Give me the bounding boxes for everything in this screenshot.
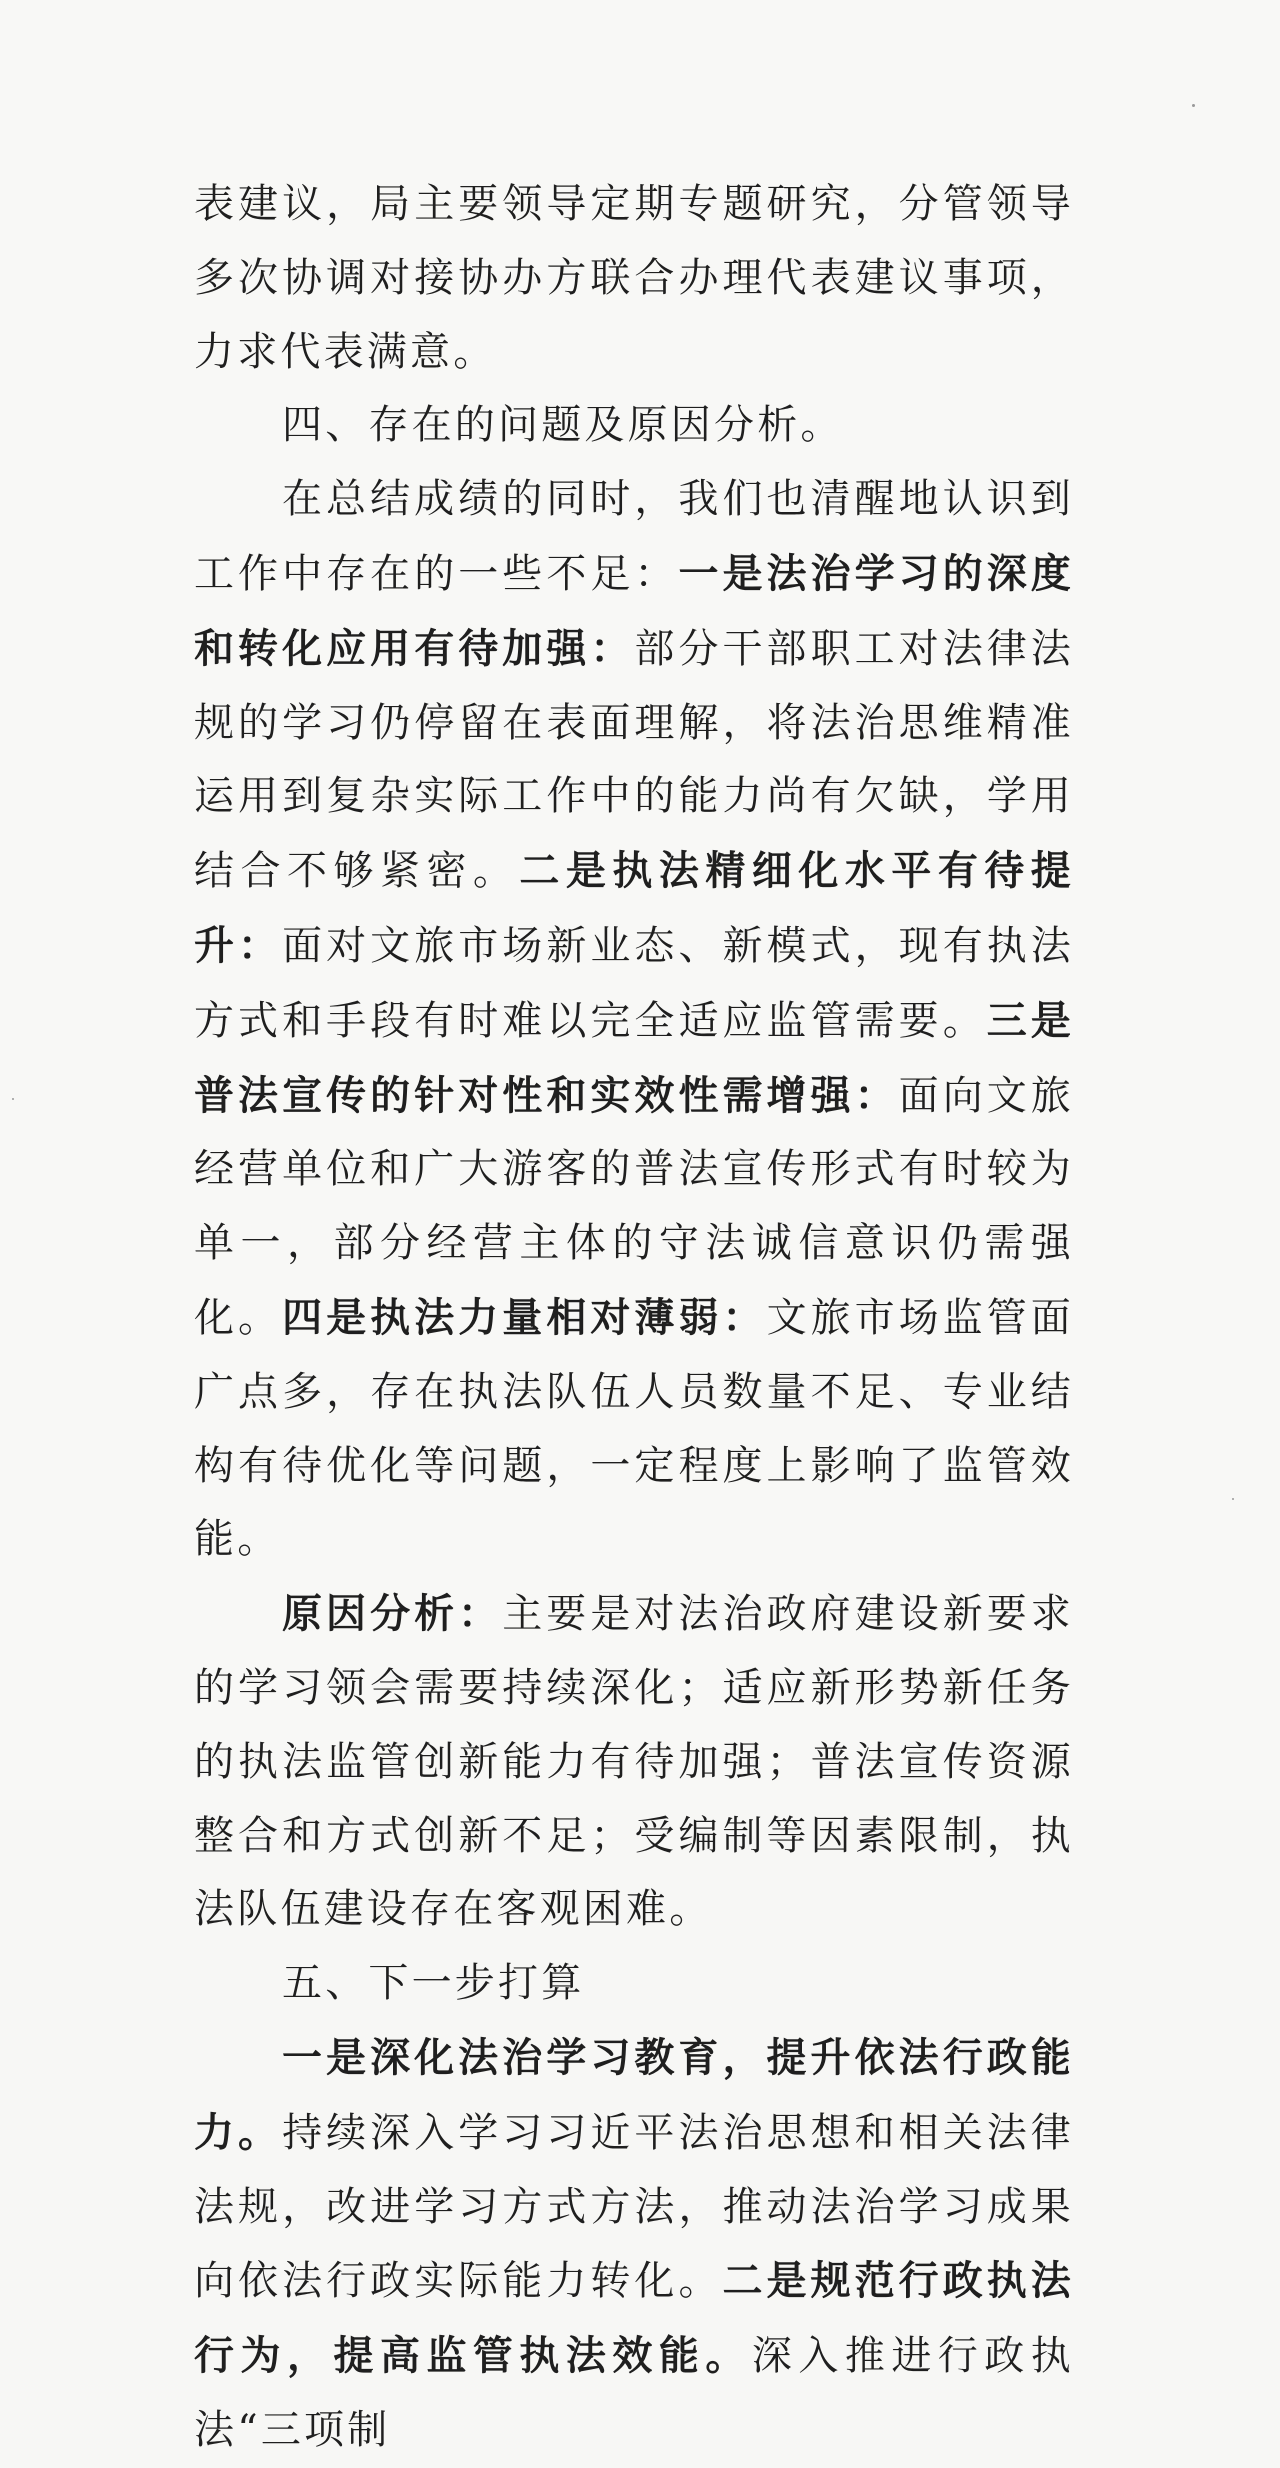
paragraph-next-steps — [194, 2021, 1074, 2468]
next-step-2-heading: 二是规范行政执法行为，提高监管执法效能。 — [194, 2257, 1074, 2380]
paragraph-cause-analysis — [194, 1577, 1074, 1947]
problem-1-heading: 一是法治学习的深度和转化应用有待加强： — [194, 549, 1074, 672]
problem-4-heading: 四是执法力量相对薄弱： — [282, 1293, 767, 1341]
scan-speck — [12, 1098, 14, 1100]
problems-intro: 在总结成绩的同时，我们也清醒地认识到工作中存在的一些不足： — [194, 476, 1074, 597]
scan-speck — [1192, 104, 1195, 107]
cause-analysis-text: 主要是对法治政府建设新要求的学习领会需要持续深化；适应新形势新任务的执法监管创新能力有待加强；普法宣传资源整合和方式创新不足；受编制等因素限制，执法队伍建设存在客观困难。 — [194, 1591, 1074, 1933]
problem-2-text: 面对文旅市场新业态、新模式，现有执法方式和手段有时难以完全适应监管需要。 — [194, 922, 1074, 1044]
problem-2-heading: 二是执法精细化水平有待提升： — [194, 847, 1074, 969]
section-heading-5: 五、下一步打算 — [282, 1960, 585, 2007]
problem-1-text: 部分干部职工对法律法规的学习仍停留在表面理解，将法治思维精准运用到复杂实际工作中的能力尚有欠缺，学用结合不够紧密。 — [194, 625, 1075, 895]
scan-speck — [1232, 1498, 1234, 1500]
section-heading-4: 四、存在的问题及原因分析。 — [282, 402, 844, 449]
next-step-1-text: 持续深入学习习近平法治思想和相关法律法规，改进学习方式方法，推动法治学习成果向依法行政实际能力转化。 — [194, 2109, 1074, 2305]
next-step-2-text: 深入推进行政执法“三项制 — [194, 2333, 1074, 2453]
problem-3-text: 面向文旅经营单位和广大游客的普法宣传形式有时较为单一，部分经营主体的守法诚信意识仍需强化。 — [194, 1072, 1074, 1341]
next-step-1-heading: 一是深化法治学习教育，提升依法行政能力。 — [194, 2033, 1074, 2156]
problem-4-text: 文旅市场监管面广点多，存在执法队伍人员数量不足、专业结构有待优化等问题，一定程度上影响了监管效能。 — [194, 1294, 1075, 1563]
cause-analysis-heading: 原因分析： — [282, 1590, 503, 1638]
paragraph-problems — [194, 463, 1074, 1577]
paragraph-continuation: 表建议，局主要领导定期专题研究，分管领导多次协调对接协办方联合办理代表建议事项，力求代表满意。 — [194, 181, 1074, 375]
document-body — [194, 168, 1074, 2468]
problem-3-heading: 三是普法宣传的针对性和实效性需增强： — [194, 996, 1074, 1119]
